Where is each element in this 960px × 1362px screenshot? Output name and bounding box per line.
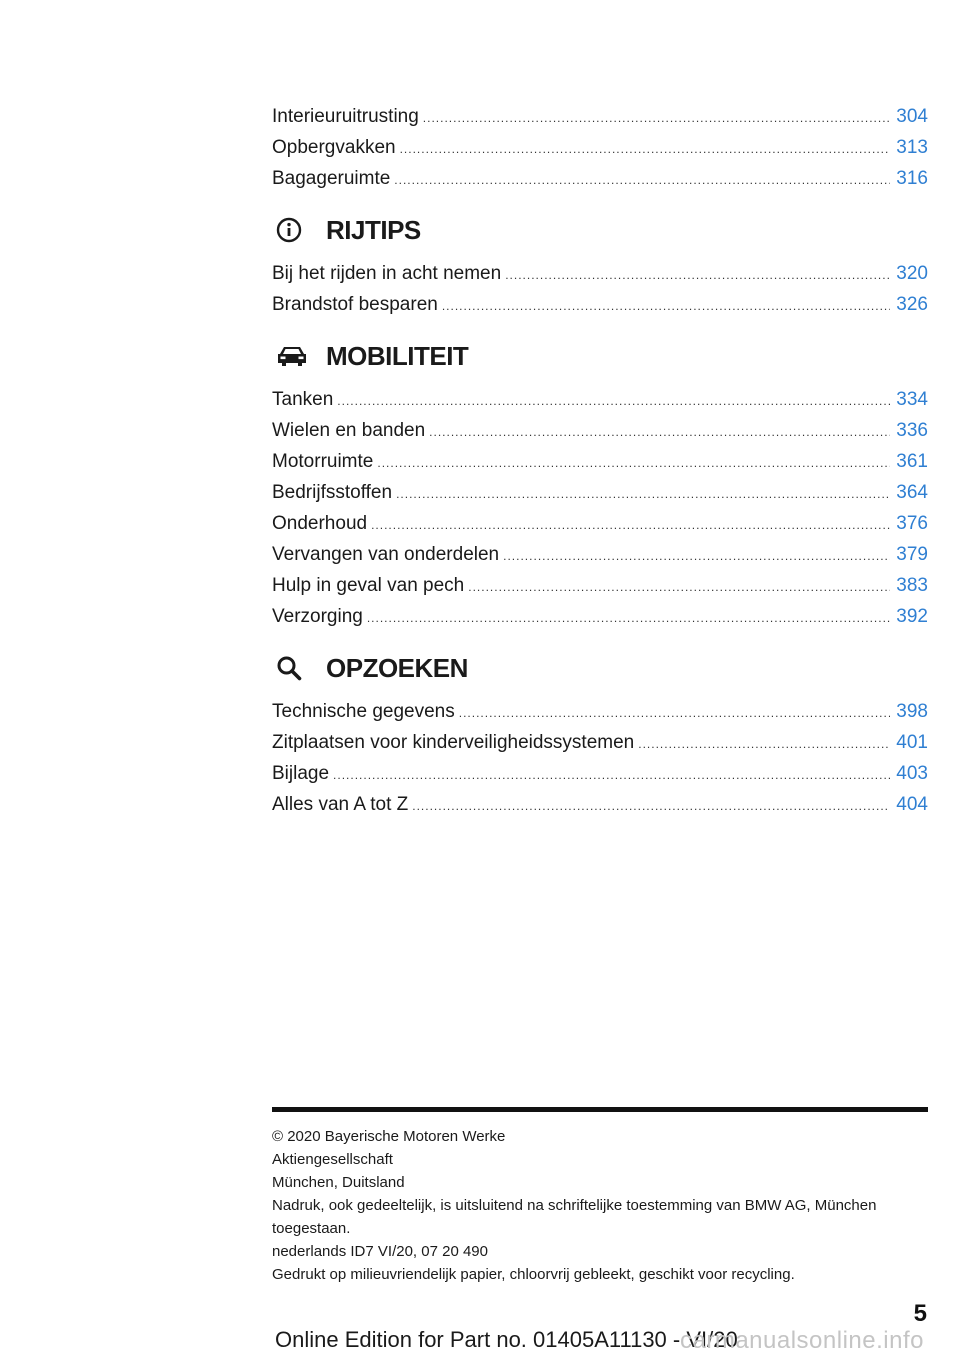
toc-entry-page[interactable]: 376 <box>896 513 928 534</box>
toc-entry-title: Bij het rijden in acht nemen <box>272 263 502 284</box>
toc-entry-title: Wielen en banden <box>272 420 426 441</box>
toc-section-continuation <box>272 101 928 194</box>
toc-entry[interactable] <box>272 696 928 727</box>
imprint-edition: nederlands ID7 VI/20, 07 20 490 <box>272 1243 488 1260</box>
dot-leader <box>442 291 890 322</box>
toc-entry[interactable] <box>272 539 928 570</box>
dot-leader <box>429 417 890 448</box>
toc-entry-page[interactable]: 403 <box>896 763 928 784</box>
section-heading-label: OPZOEKEN <box>326 652 468 683</box>
imprint-paper-notice: Gedrukt op milieuvriendelijk papier, chloorvrij gebleekt, geschikt voor recycling. <box>272 1266 795 1283</box>
dot-leader <box>638 729 890 760</box>
dot-leader <box>367 603 890 634</box>
dot-leader <box>396 479 890 510</box>
dot-leader <box>333 760 890 791</box>
toc-entry-title: Bedrijfsstoffen <box>272 482 393 503</box>
toc-entry-title: Alles van A tot Z <box>272 794 409 815</box>
online-edition-footer: Online Edition for Part no. 01405A11130 - VI/20 <box>275 1327 738 1352</box>
toc-entry[interactable] <box>272 727 928 758</box>
toc-entry-title: Verzorging <box>272 606 363 627</box>
imprint-block <box>272 1125 928 1286</box>
section-heading-label: MOBILITEIT <box>326 340 469 371</box>
toc-entry-title: Bijlage <box>272 763 330 784</box>
dot-leader <box>505 260 890 291</box>
imprint-company: Aktiengesellschaft <box>272 1151 393 1168</box>
toc-entry-page[interactable]: 326 <box>896 294 928 315</box>
toc-entry-title: Interieuruitrusting <box>272 106 419 127</box>
toc-entry-title: Brandstof besparen <box>272 294 438 315</box>
section-heading <box>272 338 928 374</box>
toc-entry-page[interactable]: 383 <box>896 575 928 596</box>
table-of-contents <box>272 101 928 820</box>
divider-rule <box>272 1107 928 1112</box>
toc-entry-title: Opbergvakken <box>272 137 396 158</box>
toc-entry[interactable] <box>272 477 928 508</box>
car-icon <box>276 340 316 372</box>
toc-entry-page[interactable]: 313 <box>896 137 928 158</box>
toc-entry[interactable] <box>272 258 928 289</box>
toc-entry-title: Zitplaatsen voor kinderveiligheidssystemen <box>272 732 635 753</box>
toc-section-opzoeken <box>272 650 928 820</box>
toc-section-rijtips <box>272 212 928 320</box>
toc-entry-page[interactable]: 401 <box>896 732 928 753</box>
toc-entry[interactable] <box>272 508 928 539</box>
toc-entry[interactable] <box>272 101 928 132</box>
toc-entry-page[interactable]: 379 <box>896 544 928 565</box>
toc-entry-title: Vervangen van onderdelen <box>272 544 500 565</box>
dot-leader <box>459 698 891 729</box>
toc-entry-title: Tanken <box>272 389 334 410</box>
dot-leader <box>371 510 890 541</box>
toc-entry-page[interactable]: 361 <box>896 451 928 472</box>
page-number: 5 <box>913 1300 927 1327</box>
section-heading <box>272 212 928 248</box>
watermark: carmanualsonline.info <box>680 1327 924 1354</box>
toc-entry-page[interactable]: 364 <box>896 482 928 503</box>
toc-entry-page[interactable]: 304 <box>896 106 928 127</box>
imprint-copyright: © 2020 Bayerische Motoren Werke <box>272 1128 506 1145</box>
dot-leader <box>412 791 890 822</box>
info-icon <box>276 214 316 246</box>
dot-leader <box>503 541 890 572</box>
section-heading-label: RIJTIPS <box>326 214 421 245</box>
toc-entry[interactable] <box>272 163 928 194</box>
search-icon <box>276 652 316 684</box>
dot-leader <box>377 448 890 479</box>
toc-entry-title: Onderhoud <box>272 513 368 534</box>
imprint-location: München, Duitsland <box>272 1174 405 1191</box>
toc-entry[interactable] <box>272 384 928 415</box>
dot-leader <box>400 134 891 165</box>
toc-entry-page[interactable]: 336 <box>896 420 928 441</box>
toc-section-mobiliteit <box>272 338 928 632</box>
toc-entry[interactable] <box>272 758 928 789</box>
toc-entry-title: Hulp in geval van pech <box>272 575 465 596</box>
section-heading <box>272 650 928 686</box>
toc-entry-page[interactable]: 392 <box>896 606 928 627</box>
toc-entry[interactable] <box>272 601 928 632</box>
toc-entry-page[interactable]: 404 <box>896 794 928 815</box>
toc-entry-title: Technische gegevens <box>272 701 455 722</box>
toc-entry-page[interactable]: 334 <box>896 389 928 410</box>
toc-entry-page[interactable]: 398 <box>896 701 928 722</box>
toc-entry[interactable] <box>272 415 928 446</box>
dot-leader <box>394 165 890 196</box>
dot-leader <box>468 572 890 603</box>
toc-entry-page[interactable]: 320 <box>896 263 928 284</box>
dot-leader <box>423 103 891 134</box>
toc-entry-page[interactable]: 316 <box>896 168 928 189</box>
toc-entry[interactable] <box>272 446 928 477</box>
toc-entry[interactable] <box>272 289 928 320</box>
dot-leader <box>337 386 890 417</box>
toc-entry-title: Motorruimte <box>272 451 374 472</box>
toc-entry[interactable] <box>272 789 928 820</box>
toc-entry[interactable] <box>272 132 928 163</box>
toc-entry-title: Bagageruimte <box>272 168 391 189</box>
toc-entry[interactable] <box>272 570 928 601</box>
imprint-reprint-notice: Nadruk, ook gedeeltelijk, is uitsluitend na schriftelijke toestemming van BMW AG, München toegestaan. <box>272 1197 877 1237</box>
